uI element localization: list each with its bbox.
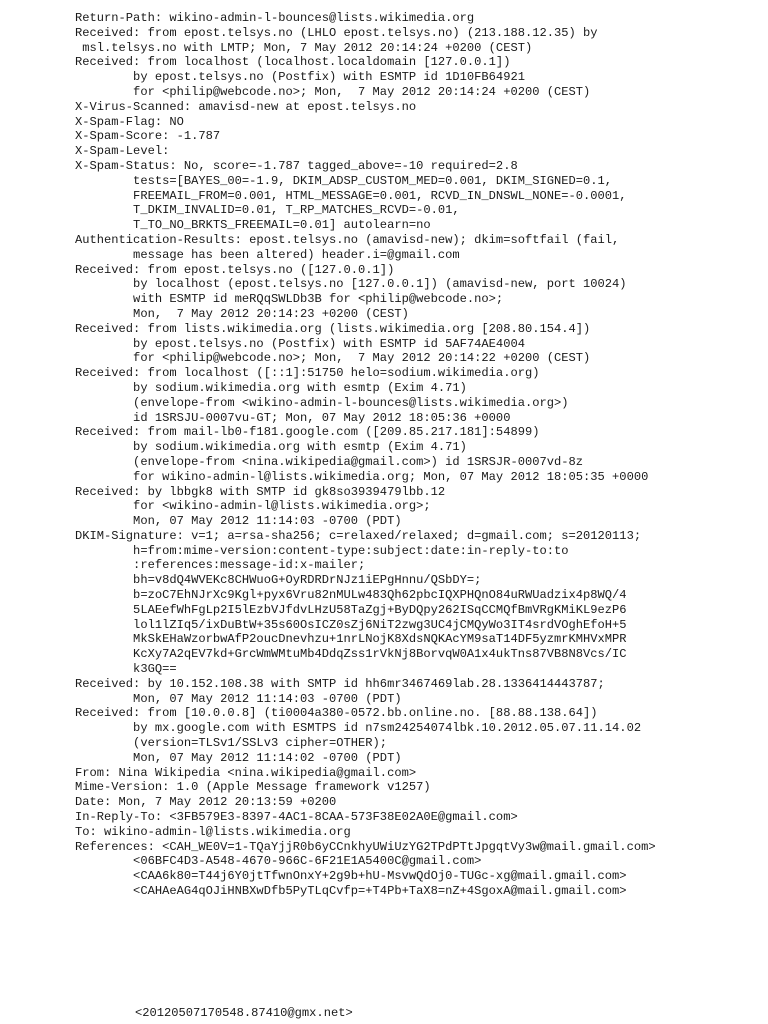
header-line: lol1lZIq5/ixDuBtW+35s60OsICZ0sZj6NiT2zwg3UC4jCMQyWo3IT4srdVOghEfoH+5 [75, 617, 627, 632]
header-line: h=from:mime-version:content-type:subject:date:in-reply-to:to [75, 543, 569, 558]
header-line: Received: by 10.152.108.38 with SMTP id hh6mr3467469lab.28.1336414443787; [75, 676, 605, 691]
header-line: MkSkEHaWzorbwAfP2oucDnevhzu+1nrLNojK8XdsNQKAcYM9saT14DF5yzmrKMHVxMPR [75, 632, 627, 647]
header-line: To: wikino-admin-l@lists.wikimedia.org [75, 824, 351, 839]
header-line: KcXy7A2qEV7kd+GrcWmWMtuMb4DdqZss1rVkNj8BorvqW0A1x4ukTns87VB8N8Vcs/IC [75, 647, 627, 662]
header-line: T_DKIM_INVALID=0.01, T_RP_MATCHES_RCVD=-0.01, [75, 203, 460, 218]
header-line: for <philip@webcode.no>; Mon, 7 May 2012 20:14:22 +0200 (CEST) [75, 351, 591, 366]
header-line: References: <CAH_WE0V=1-TQaYjjR0b6yCCnkhyUWiUzYG2TPdPTtJpgqtVy3w@mail.gmail.com> [75, 839, 656, 854]
header-line: <CAA6k80=T44j6Y0jtTfwnOnxY+2g9b+hU-MsvwQdOj0-TUGc-xg@mail.gmail.com> [75, 869, 627, 884]
header-line: FREEMAIL_FROM=0.001, HTML_MESSAGE=0.001, RCVD_IN_DNSWL_NONE=-0.0001, [75, 188, 627, 203]
header-line: for <wikino-admin-l@lists.wikimedia.org>; [75, 499, 431, 514]
header-line: X-Spam-Level: [75, 144, 170, 159]
header-line: by mx.google.com with ESMTPS id n7sm24254074lbk.10.2012.05.07.11.14.02 [75, 721, 642, 736]
header-line: X-Spam-Score: -1.787 [75, 129, 221, 144]
header-line: 5LAEefWhFgLp2I5lEzbVJfdvLHzU58TaZgj+ByDQpy262ISqCCMQfBmVRgKMiKL9ezP6 [75, 602, 627, 617]
header-line: msl.telsys.no with LMTP; Mon, 7 May 2012 20:14:24 +0200 (CEST) [75, 40, 533, 55]
header-line: Mon, 07 May 2012 11:14:03 -0700 (PDT) [75, 514, 402, 529]
header-line: X-Virus-Scanned: amavisd-new at epost.telsys.no [75, 99, 417, 114]
header-line: Received: from lists.wikimedia.org (lists.wikimedia.org [208.80.154.4]) [75, 321, 591, 336]
header-line: by sodium.wikimedia.org with esmtp (Exim 4.71) [75, 440, 467, 455]
header-line: by sodium.wikimedia.org with esmtp (Exim 4.71) [75, 380, 467, 395]
references-message-id-continued: <20120507170548.87410@gmx.net> [135, 1006, 353, 1020]
header-line: (envelope-from <nina.wikipedia@gmail.com>) id 1SRSJR-0007vd-8z [75, 454, 584, 469]
header-line: T_TO_NO_BRKTS_FREEMAIL=0.01] autolearn=no [75, 218, 431, 233]
header-line: (version=TLSv1/SSLv3 cipher=OTHER); [75, 736, 388, 751]
header-line: Received: from mail-lb0-f181.google.com ([209.85.217.181]:54899) [75, 425, 540, 440]
header-line: bh=v8dQ4WVEKc8CHWuoG+OyRDRDrNJz1iEPgHnnu/QSbDY=; [75, 573, 482, 588]
header-line: <06BFC4D3-A548-4670-966C-6F21E1A5400C@gmail.com> [75, 854, 482, 869]
header-line: Mime-Version: 1.0 (Apple Message framework v1257) [75, 780, 431, 795]
header-line: Authentication-Results: epost.telsys.no (amavisd-new); dkim=softfail (fail, [75, 232, 620, 247]
header-line: by epost.telsys.no (Postfix) with ESMTP id 1D10FB64921 [75, 70, 525, 85]
header-line: Received: from localhost ([::1]:51750 helo=sodium.wikimedia.org) [75, 366, 540, 381]
header-line: X-Spam-Status: No, score=-1.787 tagged_above=-10 required=2.8 [75, 158, 518, 173]
header-line: Mon, 7 May 2012 20:14:23 +0200 (CEST) [75, 306, 409, 321]
header-line: Mon, 07 May 2012 11:14:02 -0700 (PDT) [75, 750, 402, 765]
header-line: b=zoC7EhNJrXc9Kgl+pyx6Vru82nMULw483Qh62pbcIQXPHQnO84uRWUadzix4p8WQ/4 [75, 588, 627, 603]
email-header-block [75, 11, 755, 899]
header-line: Date: Mon, 7 May 2012 20:13:59 +0200 [75, 795, 337, 810]
header-line: (envelope-from <wikino-admin-l-bounces@lists.wikimedia.org>) [75, 395, 569, 410]
header-line: for wikino-admin-l@lists.wikimedia.org; Mon, 07 May 2012 18:05:35 +0000 [75, 469, 649, 484]
header-line: k3GQ== [75, 662, 177, 677]
header-line: for <philip@webcode.no>; Mon, 7 May 2012 20:14:24 +0200 (CEST) [75, 84, 591, 99]
header-line: with ESMTP id meRQqSWLDb3B for <philip@webcode.no>; [75, 292, 504, 307]
header-line: message has been altered) header.i=@gmail.com [75, 247, 460, 262]
header-line: Received: from localhost (localhost.localdomain [127.0.0.1]) [75, 55, 511, 70]
header-line: Received: from epost.telsys.no ([127.0.0.1]) [75, 262, 395, 277]
header-line: X-Spam-Flag: NO [75, 114, 184, 129]
header-line: Received: from epost.telsys.no (LHLO epost.telsys.no) (213.188.12.35) by [75, 25, 598, 40]
header-line: Return-Path: wikino-admin-l-bounces@lists.wikimedia.org [75, 11, 475, 25]
header-line: <CAHAeAG4qOJiHNBXwDfb5PyTLqCvfp=+T4Pb+TaX8=nZ+4SgoxA@mail.gmail.com> [75, 884, 627, 899]
header-line: by localhost (epost.telsys.no [127.0.0.1]) (amavisd-new, port 10024) [75, 277, 627, 292]
header-line: Received: by lbbgk8 with SMTP id gk8so3939479lbb.12 [75, 484, 446, 499]
header-line: tests=[BAYES_00=-1.9, DKIM_ADSP_CUSTOM_MED=0.001, DKIM_SIGNED=0.1, [75, 173, 613, 188]
header-line: :references:message-id:x-mailer; [75, 558, 366, 573]
header-line: From: Nina Wikipedia <nina.wikipedia@gmail.com> [75, 765, 417, 780]
header-line: by epost.telsys.no (Postfix) with ESMTP id 5AF74AE4004 [75, 336, 525, 351]
header-line: DKIM-Signature: v=1; a=rsa-sha256; c=relaxed/relaxed; d=gmail.com; s=20120113; [75, 528, 642, 543]
header-line: Mon, 07 May 2012 11:14:03 -0700 (PDT) [75, 691, 402, 706]
header-line: In-Reply-To: <3FB579E3-8397-4AC1-8CAA-573F38E02A0E@gmail.com> [75, 810, 518, 825]
header-line: id 1SRSJU-0007vu-GT; Mon, 07 May 2012 18:05:36 +0000 [75, 410, 511, 425]
header-line: Received: from [10.0.0.8] (ti0004a380-0572.bb.online.no. [88.88.138.64]) [75, 706, 598, 721]
